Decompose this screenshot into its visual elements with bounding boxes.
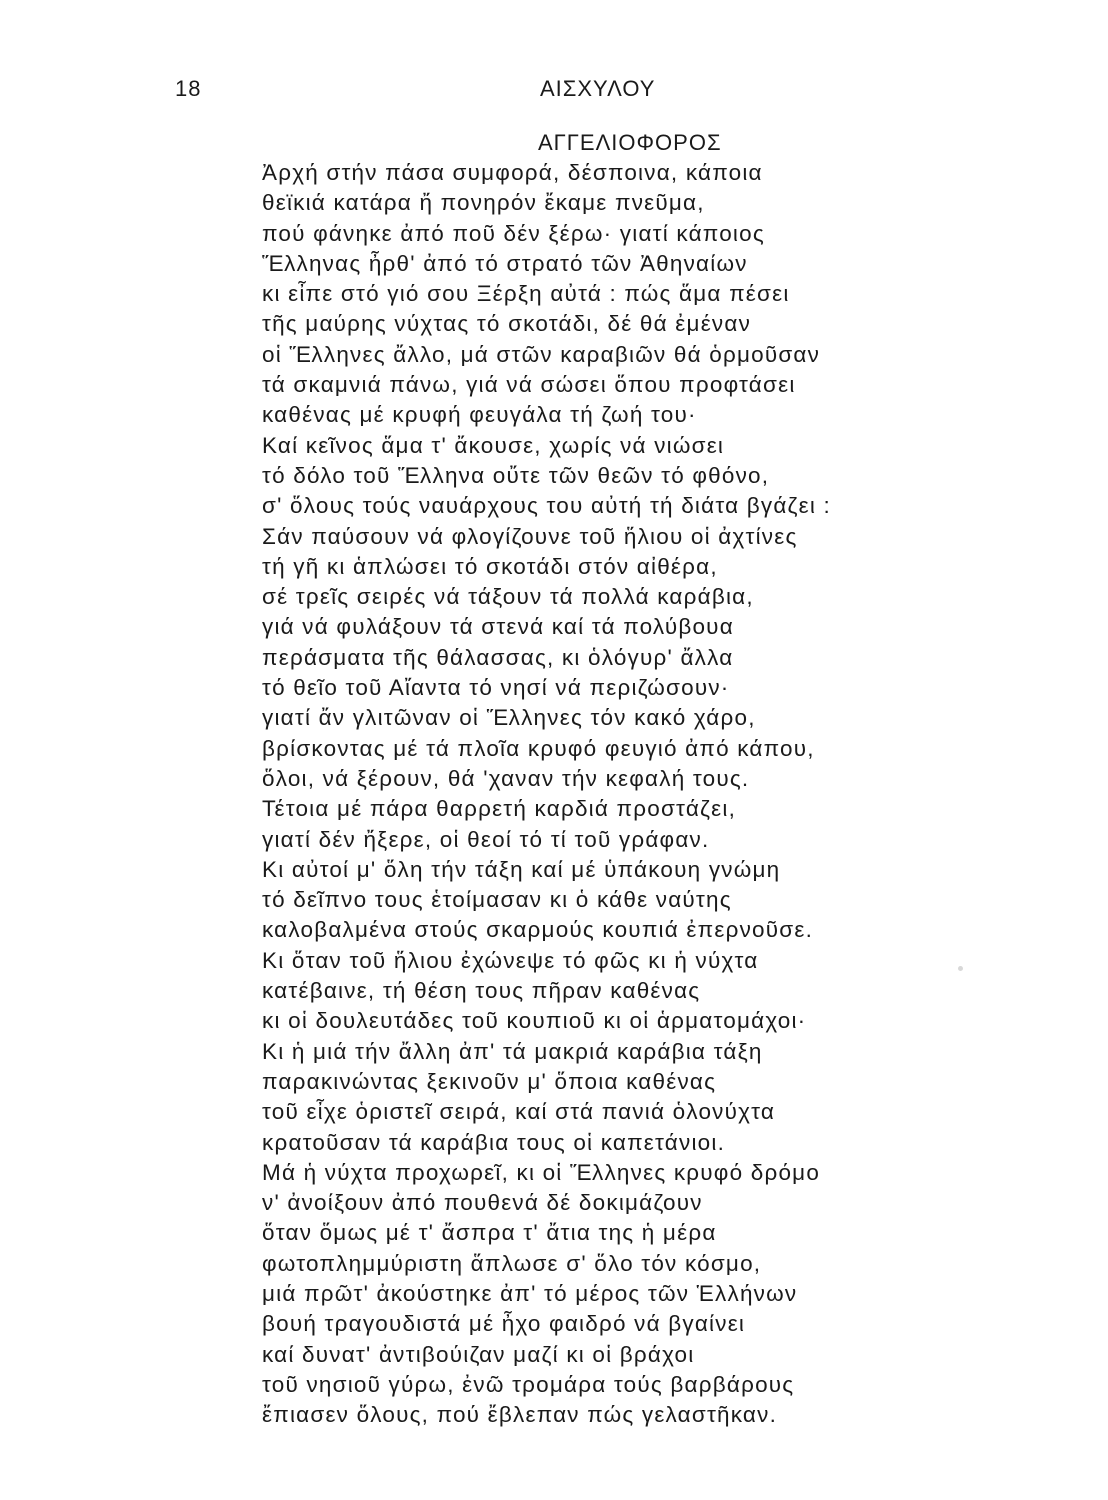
verse-line: κατέβαινε, τή θέση τους πῆραν καθένας [262,978,701,1004]
verse-line: τό δεῖπνο τους ἑτοίμασαν κι ὁ κάθε ναύτης [262,887,732,913]
scan-speck [958,966,963,971]
verse-line: Τέτοια μέ πάρα θαρρετή καρδιά προστάζει, [262,796,737,822]
verse-line: γιά νά φυλάξουν τά στενά καί τά πολύβουα [262,614,734,640]
verse-line: Κι ὅταν τοῦ ἥλιου ἐχώνεψε τό φῶς κι ἡ νύχτα [262,947,759,973]
verse-line: Κι ἡ μιά τήν ἄλλη ἀπ' τά μακριά καράβια τάξη [262,1038,763,1064]
verse-line: βουή τραγουδιστά μέ ἦχο φαιδρό νά βγαίνει [262,1311,746,1337]
verse-line: γιατί ἄν γλιτῶναν οἱ Ἕλληνες τόν κακό χάρο, [262,705,756,731]
verse-line: τοῦ νησιοῦ γύρω, ἐνῶ τρομάρα τούς βαρβάρους [262,1371,795,1397]
verse-line: καθένας μέ κρυφή φευγάλα τή ζωή του· [262,402,697,428]
verse-line: τοῦ εἶχε ὁριστεῖ σειρά, καί στά πανιά ὁλονύχτα [262,1099,776,1125]
verse-line: ὅλοι, νά ξέρουν, θά 'χαναν τήν κεφαλή τους. [262,765,750,791]
verse-line: τό θεῖο τοῦ Αἴαντα τό νησί νά περιζώσουν· [262,675,730,701]
speaker-name: ΑΓΓΕΛΙΟΦΟΡΟΣ [538,130,722,155]
verse-line: Κι αὐτοί μ' ὅλη τήν τάξη καί μέ ὑπάκουη γνώμη [262,856,781,882]
verse-line: κι οἱ δουλευτάδες τοῦ κουπιοῦ κι οἱ ἁρματομάχοι· [262,1008,807,1034]
verse-line: τά σκαμνιά πάνω, γιά νά σώσει ὅπου προφτάσει [262,372,796,398]
verse-line: καλοβαλμένα στούς σκαρμούς κουπιά ἐπερνοῦσε. [262,917,814,943]
verse-line: τή γῆ κι ἁπλώσει τό σκοτάδι στόν αἰθέρα, [262,553,718,579]
verse-line: Μά ἡ νύχτα προχωρεῖ, κι οἱ Ἕλληνες κρυφό δρόμο [262,1159,821,1185]
verse-line: σ' ὅλους τούς ναυάρχους του αὐτή τή διάτα βγάζει : [262,493,832,519]
running-title: ΑΙΣΧΥΛΟΥ [540,76,656,101]
verse-line: γιατί δέν ἤξερε, οἱ θεοί τό τί τοῦ γράφαν. [262,826,710,852]
verse-block [262,158,831,1430]
verse-line: καί δυνατ' ἀντιβούιζαν μαζί κι οἱ βράχοι [262,1341,695,1367]
verse-line: ν' ἀνοίξουν ἀπό πουθενά δέ δοκιμάζουν [262,1190,703,1216]
page-number: 18 [175,76,202,101]
verse-line: βρίσκοντας μέ τά πλοῖα κρυφό φευγιό ἀπό κάπου, [262,735,815,761]
verse-line: μιά πρῶτ' ἀκούστηκε ἀπ' τό μέρος τῶν Ἑλλήνων [262,1280,798,1306]
verse-line: τῆς μαύρης νύχτας τό σκοτάδι, δέ θά ἐμέναν [262,311,752,337]
verse-line: κι εἶπε στό γιό σου Ξέρξη αὐτά : πώς ἅμα πέσει [262,281,790,307]
verse-line: ὅταν ὅμως μέ τ' ἄσπρα τ' ἄτια της ἡ μέρα [262,1220,717,1246]
verse-line: οἱ Ἕλληνες ἄλλο, μά στῶν καραβιῶν θά ὁρμοῦσαν [262,341,821,367]
verse-line: παρακινώντας ξεκινοῦν μ' ὅποια καθένας [262,1068,717,1094]
verse-line: θεϊκιά κατάρα ἤ πονηρόν ἔκαμε πνεῦμα, [262,190,705,216]
verse-line: κρατοῦσαν τά καράβια τους οἱ καπετάνιοι. [262,1129,726,1155]
verse-line: τό δόλο τοῦ Ἕλληνα οὔτε τῶν θεῶν τό φθόνο, [262,462,770,488]
verse-line: πού φάνηκε ἀπό ποῦ δέν ξέρω· γιατί κάποιος [262,220,765,246]
verse-line: Ἀρχή στήν πάσα συμφορά, δέσποινα, κάποια [262,160,763,185]
verse-line: ἔπιασεν ὅλους, πού ἔβλεπαν πώς γελαστῆκαν. [262,1402,778,1428]
verse-line: φωτοπλημμύριστη ἅπλωσε σ' ὅλο τόν κόσμο, [262,1250,762,1276]
verse-line: Σάν παύσουν νά φλογίζουνε τοῦ ἥλιου οἱ ἀχτίνες [262,523,798,549]
verse-line: περάσματα τῆς θάλασσας, κι ὁλόγυρ' ἄλλα [262,644,734,670]
verse-line: Ἕλληνας ἦρθ' ἀπό τό στρατό τῶν Ἀθηναίων [262,250,748,276]
verse-line: Καί κεῖνος ἅμα τ' ἄκουσε, χωρίς νά νιώσει [262,432,725,458]
verse-line: σέ τρεῖς σειρές νά τάξουν τά πολλά καράβια, [262,584,754,610]
